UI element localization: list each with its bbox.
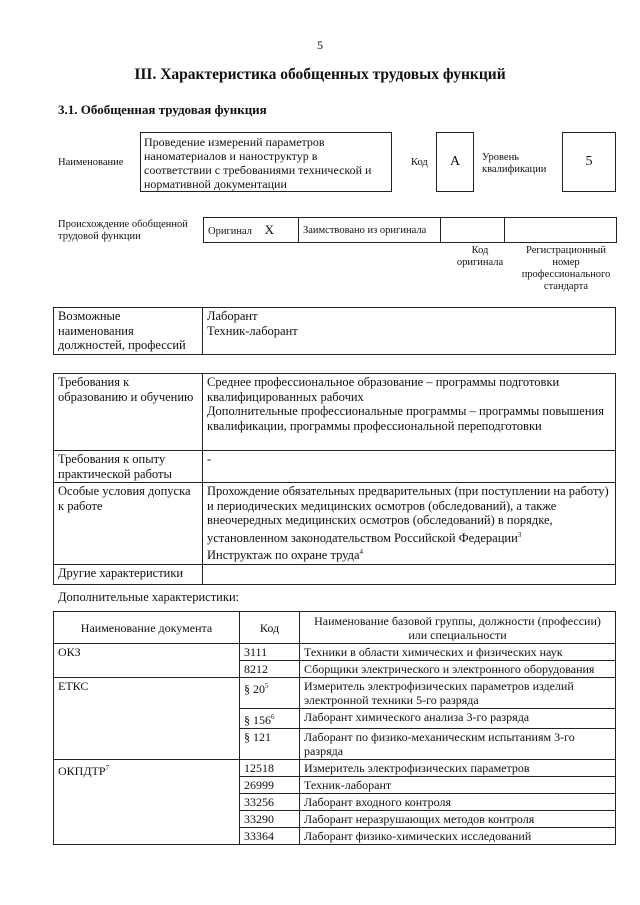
original-label: Оригинал: [208, 226, 252, 237]
doc-name: ЕТКС: [54, 678, 240, 760]
kod-value: А: [436, 132, 474, 192]
code-cell: § $156^6$: [240, 709, 300, 729]
header-code: Код: [240, 612, 300, 644]
doc-name: ОКПДТР$^7$: [54, 760, 240, 845]
requirement-label: Требования к опыту практической работы: [54, 451, 203, 483]
name-cell: Измеритель электрофизических параметров изделий электронной техники 5-го разряда: [300, 678, 616, 709]
reg-number-caption: Регистрационный номер профессионального стандарта: [521, 245, 611, 292]
requirement-label: Другие характеристики: [54, 564, 203, 584]
code-cell: 8212: [240, 661, 300, 678]
naimenovanie-value: Проведение измерений параметров наноматериалов и наноструктур в соответствии с требованиями технической и нормативной документации: [140, 132, 392, 192]
code-cell: § 121: [240, 729, 300, 760]
additional-title: Дополнительные характеристики:: [58, 590, 240, 604]
code-cell: 33256: [240, 794, 300, 811]
code-cell: 3111: [240, 644, 300, 661]
requirement-value: Инструктаж по охране труда$^4$: [207, 548, 364, 563]
original-mark: X: [264, 222, 275, 237]
requirement-value: -: [203, 451, 616, 483]
level-value: 5: [562, 132, 616, 192]
name-cell: Измеритель электрофизических параметров: [300, 760, 616, 777]
footnote-mark: 4: [359, 548, 364, 557]
position-item: Лаборант: [207, 309, 258, 323]
name-cell: Лаборант физико-химических исследований: [300, 828, 616, 845]
name-cell: Лаборант неразрушающих методов контроля: [300, 811, 616, 828]
name-cell: Лаборант по физико-механическим испытаниям 3-го разряда: [300, 729, 616, 760]
requirement-value: [203, 564, 616, 584]
origin-table: [203, 217, 617, 243]
header-doc: Наименование документа: [54, 612, 240, 644]
kod-label: Код: [411, 157, 428, 168]
section-title: III. Характеристика обобщенных трудовых функций: [134, 66, 506, 83]
additional-table: [53, 611, 616, 845]
naimenovanie-label: Наименование: [58, 157, 124, 168]
requirement-value: Прохождение обязательных предварительных (при поступлении на работу) и периодических медицинских осмотров (обследований), а также внеочередных медицинских осмотров (обследований) в порядке, установленном законодательством Российской Федерации$^3$: [207, 484, 609, 545]
requirement-label: Особые условия допуска к работе: [54, 483, 203, 565]
header-name: Наименование базовой группы, должности (профессии) или специальности: [300, 612, 616, 644]
position-item: Техник-лаборант: [207, 323, 298, 338]
requirement-label: Требования к образованию и обучению: [54, 374, 203, 451]
name-cell: Лаборант химического анализа 3-го разряда: [300, 709, 616, 729]
requirement-value: Среднее профессиональное образование – программы подготовки квалифицированных рабочих: [207, 375, 560, 404]
code-cell: 33364: [240, 828, 300, 845]
positions-table: [53, 307, 616, 355]
name-cell: Лаборант входного контроля: [300, 794, 616, 811]
name-cell: Техник-лаборант: [300, 777, 616, 794]
kod-original-cell: [441, 218, 505, 243]
requirements-table: [53, 373, 616, 585]
borrowed-label: Заимствовано из оригинала: [299, 218, 441, 243]
code-cell: 26999: [240, 777, 300, 794]
kod-original-caption: Код оригинала: [456, 245, 504, 268]
page-number: 5: [317, 38, 323, 52]
origin-label: Происхождение обобщенной трудовой функции: [58, 219, 188, 242]
level-label: Уровень квалификации: [482, 152, 547, 175]
name-cell: Техники в области химических и физических наук: [300, 644, 616, 661]
positions-label: Возможные наименования должностей, профессий: [54, 308, 203, 355]
doc-name: ОКЗ: [54, 644, 240, 678]
footnote-mark: 3: [517, 530, 522, 539]
subsection-title: 3.1. Обобщенная трудовая функция: [58, 102, 267, 117]
code-cell: § $20^5$: [240, 678, 300, 709]
code-cell: 33290: [240, 811, 300, 828]
name-cell: Сборщики электрического и электронного оборудования: [300, 661, 616, 678]
code-cell: 12518: [240, 760, 300, 777]
reg-number-cell: [505, 218, 617, 243]
requirement-value: Дополнительные профессиональные программы – программы повышения квалификации, программы профессиональной переподготовки: [207, 404, 604, 433]
